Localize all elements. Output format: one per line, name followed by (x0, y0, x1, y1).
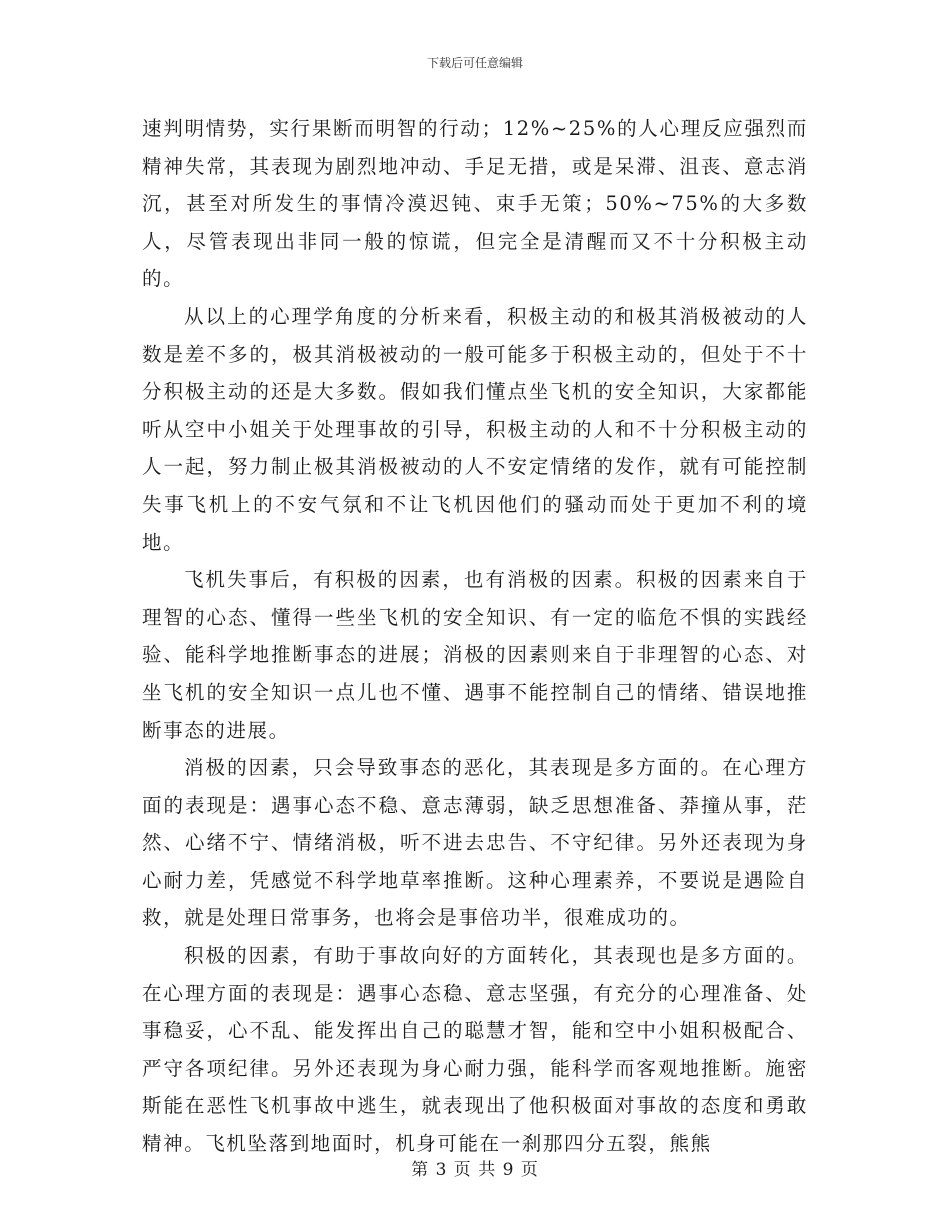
page-number-middle: 页 共 (453, 1160, 497, 1180)
paragraph: 消极的因素，只会导致事态的恶化，其表现是多方面的。在心理方面的表现是：遇事心态不稳、意志薄弱，缺乏思想准备、莽撞从事，茫然、心绪不宁、情绪消极，听不进去忠告、不守纪律。另外还表现为身心耐力差，凭感觉不科学地草率推断。这种心理素养，不要说是遇险自救，就是处理日常事务，也将会是事倍功半，很难成功的。 (142, 756, 808, 930)
page-number-suffix: 页 (520, 1160, 539, 1180)
page-header: 下载后可任意编辑 (426, 56, 523, 70)
page-footer (0, 1155, 950, 1180)
current-page-number: 3 (435, 1160, 448, 1180)
document-body (142, 110, 808, 1163)
total-pages-number: 9 (502, 1160, 515, 1180)
page-number-prefix: 第 (411, 1160, 430, 1180)
paragraph: 从以上的心理学角度的分析来看，积极主动的和极其消极被动的人数是差不多的，极其消极被动的一般可能多于积极主动的，但处于不十分积极主动的还是大多数。假如我们懂点坐飞机的安全知识，大家都能听从空中小姐关于处理事故的引导，积极主动的人和不十分积极主动的人一起，努力制止极其消极被动的人不安定情绪的发作，就有可能控制失事飞机上的不安气氛和不让飞机因他们的骚动而处于更加不利的境地。 (142, 304, 808, 554)
paragraph-continued: 速判明情势，实行果断而明智的行动；12%~25%的人心理反应强烈而精神失常，其表现为剧烈地冲动、手足无措，或是呆滞、沮丧、意志消沉，甚至对所发生的事情冷漠迟钝、束手无策；50%~75%的大多数人，尽管表现出非同一般的惊谎，但完全是清醒而又不十分积极主动的。 (142, 117, 808, 291)
paragraph: 积极的因素，有助于事故向好的方面转化，其表现也是多方面的。在心理方面的表现是：遇事心态稳、意志坚强，有充分的心理准备、处事稳妥，心不乱、能发挥出自己的聪慧才智，能和空中小姐积极配合、严守各项纪律。另外还表现为身心耐力强，能科学而客观地推断。施密斯能在恶性飞机事故中逃生，就表现出了他积极面对事故的态度和勇敢精神。飞机坠落到地面时，机身可能在一刹那四分五裂，熊熊 (142, 944, 808, 1156)
paragraph: 飞机失事后，有积极的因素，也有消极的因素。积极的因素来自于理智的心态、懂得一些坐飞机的安全知识、有一定的临危不惧的实践经验、能科学地推断事态的进展；消极的因素则来自于非理智的心态、对坐飞机的安全知识一点儿也不懂、遇事不能控制自己的情绪、错误地推断事态的进展。 (142, 568, 808, 742)
